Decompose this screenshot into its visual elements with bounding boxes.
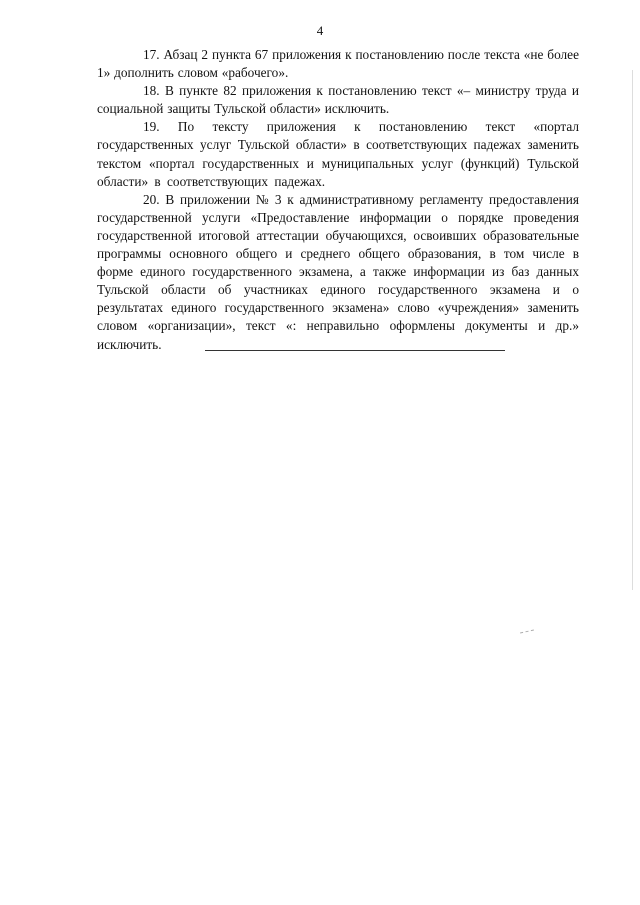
paragraph-20: 20. В приложении № 3 к административному регламенту предоставления государственной услуги «Предоставление информации о порядке проведения государственной итоговой аттестации обучающихся, освоивших образовательные программы основного общего и среднего общего образования, в том числе в форме единого государственного экзамена, а также информации из баз данных Тульской области об участниках единого государственного экзамена и о результатах единого государственного экзамена» слово «учреждения» заменить словом «организации», текст «: неправильно оформлены документы и др.» исключить. (97, 191, 579, 352)
scan-artifact-mark (520, 630, 534, 634)
page-number: 4 (316, 23, 324, 38)
end-of-document-rule (205, 350, 505, 351)
paragraph-17: 17. Абзац 2 пункта 67 приложения к постановлению после текста «не более 1» дополнить словом «рабочего». (97, 47, 579, 81)
scan-edge-line (632, 70, 633, 590)
paragraph-19: 19. По тексту приложения к постановлению текст «портал государственных услуг Тульской области» в соответствующих падежах заменить текстом «портал государственных и муниципальных услуг (функций) Тульской области» в соответствующих падежах. (97, 119, 579, 189)
paragraph-18: 18. В пункте 82 приложения к постановлению текст «– министру труда и социальной защиты Тульской области» исключить. (97, 83, 579, 117)
document-body (97, 46, 579, 354)
